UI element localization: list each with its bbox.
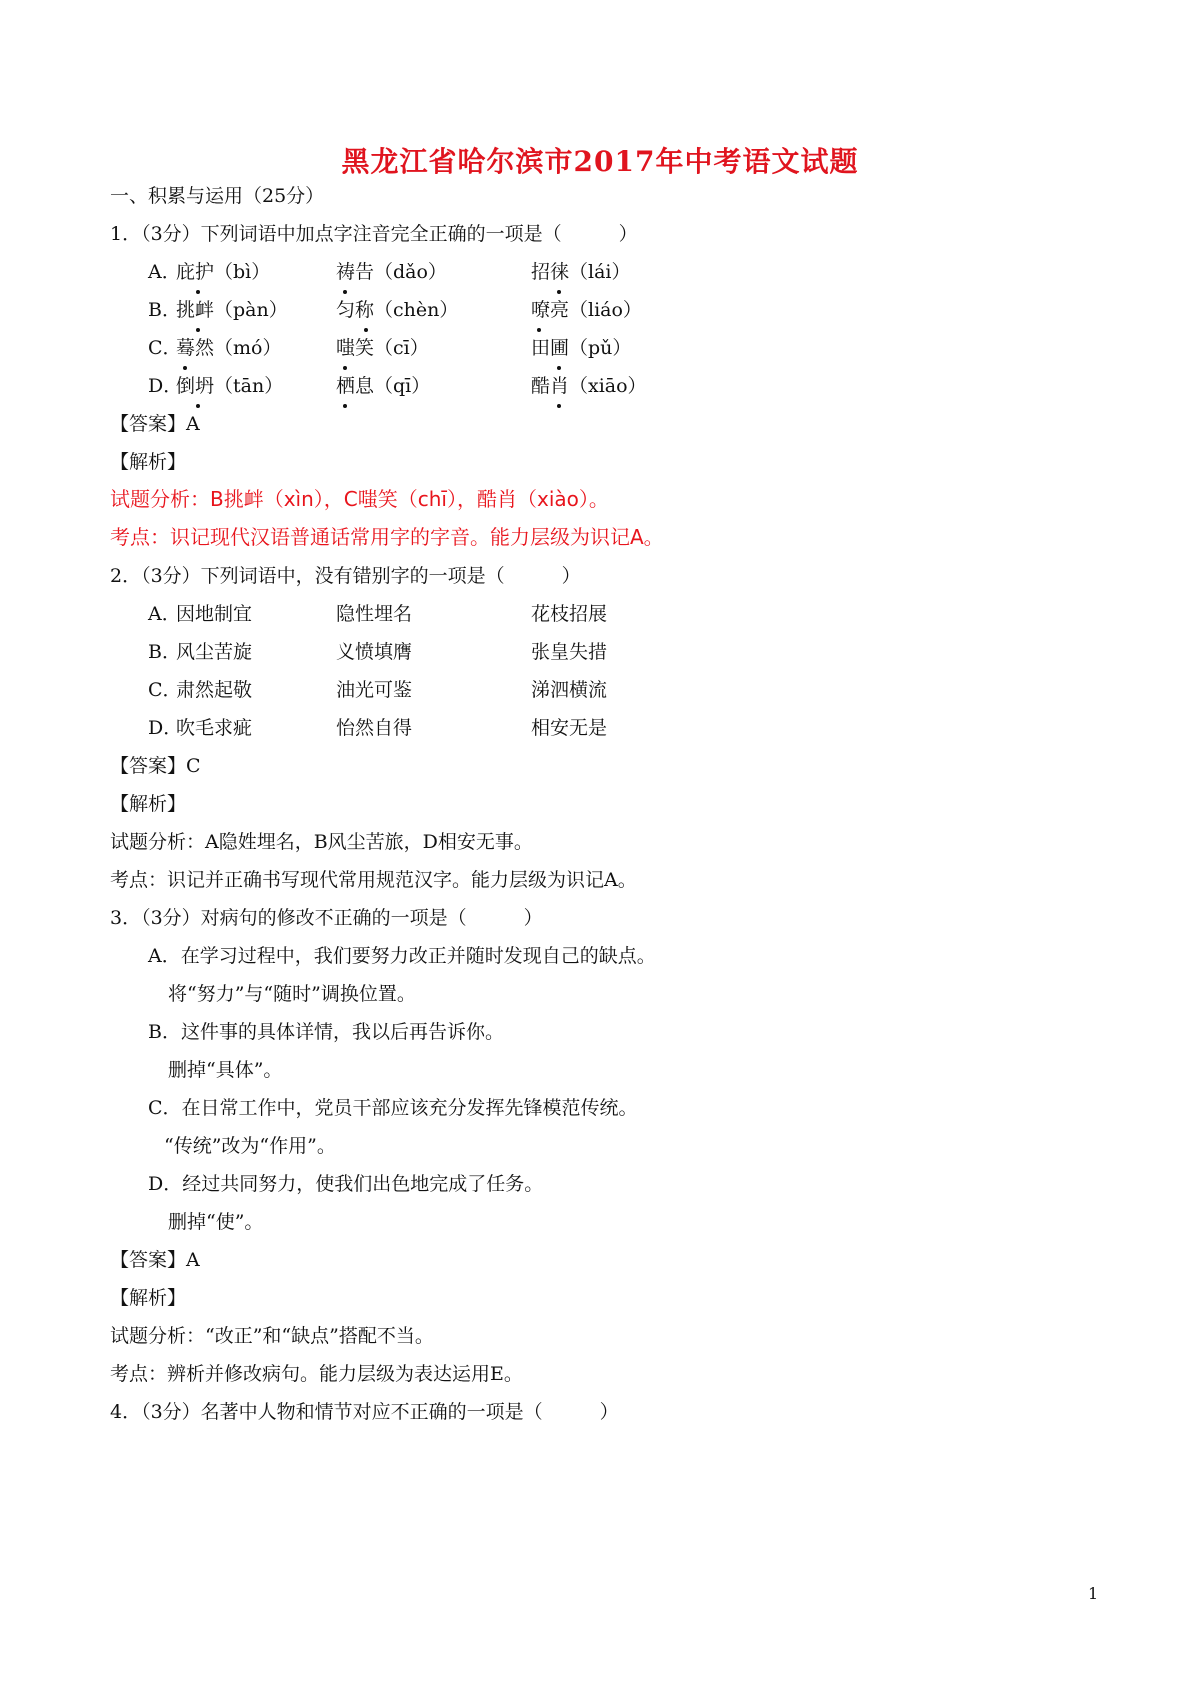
question-4-stem: 4．（3分）名著中人物和情节对应不正确的一项是（ ） [110,1401,619,1423]
option-word: 庇护（bì） [176,261,271,283]
option-word: 因地制宜 [176,603,253,625]
option-word: 张皇失措 [531,641,608,663]
option-word: 风尘苦旋 [176,641,253,663]
emphasis-dot [537,328,541,332]
option-word: 匀称（chèn） [336,299,459,321]
option-word: 油光可鉴 [336,679,413,701]
option-sentence: B．这件事的具体详情，我以后再告诉你。 [148,1021,504,1043]
emphasis-dot [196,290,200,294]
section-heading: 一、积累与运用（25分） [110,185,325,207]
emphasis-dot [196,328,200,332]
option-label: A． [148,603,181,625]
option-word: 嘹亮（liáo） [531,299,642,321]
exam-point: 考点：辨析并修改病句。能力层级为表达运用E。 [110,1363,523,1385]
option-word: 花枝招展 [531,603,608,625]
option-label: D． [148,375,183,397]
option-label: B． [148,641,181,663]
option-word: 肃然起敬 [176,679,253,701]
option-fix: 删掉“具体”。 [168,1059,283,1081]
exam-point: 考点：识记现代汉语普通话常用字的字音。能力层级为识记A。 [110,525,664,549]
option-word: 蓦然（mó） [176,337,282,359]
option-word: 义愤填膺 [336,641,413,663]
page-number: 1 [1088,1584,1099,1603]
analysis-text: 试题分析：“改正”和“缺点”搭配不当。 [110,1325,434,1347]
emphasis-dot [343,366,347,370]
question-2-stem: 2．（3分）下列词语中，没有错别字的一项是（ ） [110,565,581,587]
option-sentence: D．经过共同努力，使我们出色地完成了任务。 [148,1173,544,1195]
option-fix: “传统”改为“作用”。 [164,1135,336,1157]
option-word: 吹毛求疵 [176,717,253,739]
emphasis-dot [557,404,561,408]
answer: 【答案】C [110,755,201,777]
question-3-stem: 3．（3分）对病句的修改不正确的一项是（ ） [110,907,543,929]
option-sentence: A．在学习过程中，我们要努力改正并随时发现自己的缺点。 [148,945,656,967]
option-label: C． [148,337,182,359]
emphasis-dot [343,404,347,408]
option-word: 怡然自得 [336,717,413,739]
emphasis-dot [557,290,561,294]
option-word: 栖息（qī） [336,375,431,397]
emphasis-dot [557,366,561,370]
analysis-label: 【解析】 [110,451,187,473]
emphasis-dot [183,366,187,370]
option-word: 隐性埋名 [336,603,413,625]
analysis-label: 【解析】 [110,793,187,815]
emphasis-dot [364,328,368,332]
option-word: 酷肖（xiāo） [531,375,647,397]
emphasis-dot [196,404,200,408]
option-word: 嗤笑（cī） [336,337,429,359]
exam-point: 考点：识记并正确书写现代常用规范汉字。能力层级为识记A。 [110,869,637,891]
option-word: 祷告（dǎo） [336,261,447,283]
document-title: 黑龙江省哈尔滨市2017年中考语文试题 [341,145,859,178]
option-word: 涕泗横流 [531,679,608,701]
option-word: 相安无是 [531,717,608,739]
option-label: B． [148,299,181,321]
option-label: D． [148,717,183,739]
option-label: C． [148,679,182,701]
option-word: 倒坍（tān） [176,375,284,397]
analysis-label: 【解析】 [110,1287,187,1309]
answer: 【答案】A [110,413,200,435]
answer: 【答案】A [110,1249,200,1271]
option-fix: 删掉“使”。 [168,1211,264,1233]
emphasis-dot [343,290,347,294]
question-1-stem: 1．（3分）下列词语中加点字注音完全正确的一项是（ ） [110,223,638,245]
option-fix: 将“努力”与“随时”调换位置。 [168,983,416,1005]
option-word: 招徕（lái） [531,261,631,283]
option-label: A． [148,261,181,283]
option-word: 挑衅（pàn） [176,299,288,321]
option-word: 田圃（pǔ） [531,337,632,359]
option-sentence: C．在日常工作中，党员干部应该充分发挥先锋模范传统。 [148,1097,638,1119]
analysis-text: 试题分析：A隐姓埋名，B风尘苦旅，D相安无事。 [110,831,533,853]
analysis-text: 试题分析：B挑衅（xìn），C嗤笑（chī），酷肖（xiào）。 [110,487,609,511]
